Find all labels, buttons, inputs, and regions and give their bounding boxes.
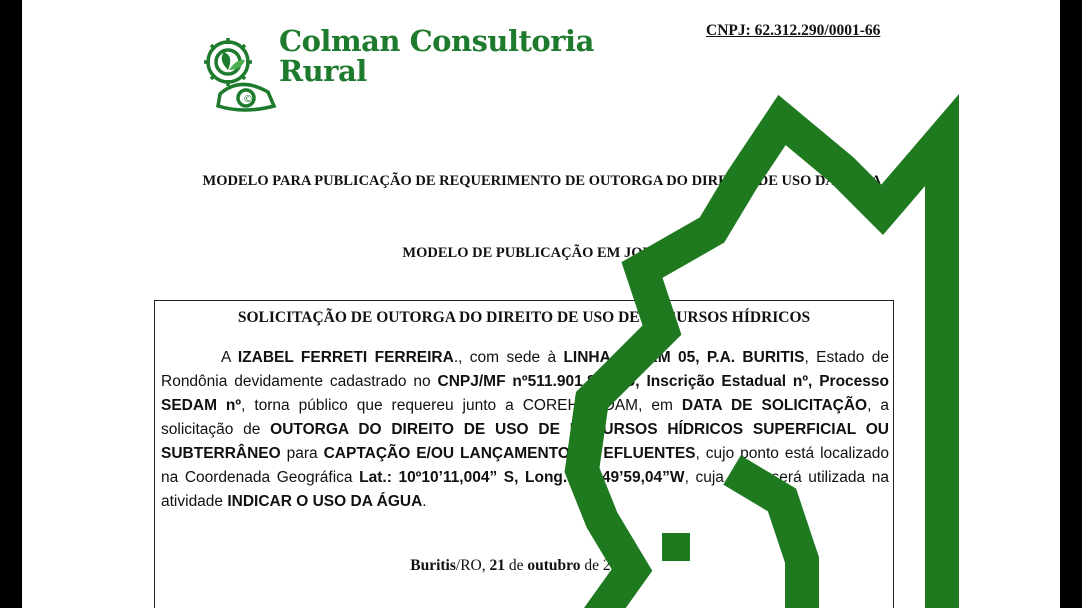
text-after-name: ., com sede à: [453, 349, 564, 366]
model-title: MODELO PARA PUBLICAÇÃO DE REQUERIMENTO DE OUTORGA DO DIREITO DE USO DA ÁGUA: [202, 173, 882, 189]
text-after-purpose: , cujo ponto está localizado na Coordenada Geográfica: [161, 445, 889, 486]
request-date-label: DATA DE SOLICITAÇÃO: [681, 397, 868, 414]
text-after-date: , a solicitação de: [161, 397, 889, 438]
company-cnpj: CNPJ: 62.312.290/0001-66: [706, 22, 881, 39]
de: de: [504, 557, 528, 574]
state: /RO,: [455, 557, 490, 574]
text-after-cnpj: , torna público que requereu junto a COREH/SEDAM, em: [241, 397, 682, 414]
city: Buritis: [410, 557, 456, 574]
text-para: para: [280, 445, 324, 462]
request-type: OUTORGA DO DIREITO DE USO DE RECURSOS HÍDRICOS SUPERFICIAL OU SUBTERRÂNEO: [161, 421, 889, 462]
gear-leaf-logo-icon: [194, 30, 286, 122]
text-end: .: [422, 493, 427, 510]
coordinates: Lat.: 10º10’11,004” S, Long.: 63º49’59,04”W: [359, 469, 685, 486]
text-after-coords: , cuja água será utilizada na atividade: [161, 469, 889, 510]
brand-line-1: Colman Consultoria: [279, 24, 594, 58]
water-use: INDICAR O USO DA ÁGUA: [227, 493, 423, 510]
publication-box: [154, 300, 894, 608]
document-page: [22, 0, 1060, 608]
brand-line-2: Rural: [279, 54, 367, 88]
cnpj-registration: CNPJ/MF nº511.901.842-49, Inscrição Estadual nº, Processo SEDAM nº: [161, 373, 889, 414]
text-after-address: , Estado de Rondônia devidamente cadastrado no: [161, 349, 889, 390]
publication-body: [161, 346, 889, 514]
request-purpose: CAPTAÇÃO E/OU LANÇAMENTO DE EFLUENTES: [323, 445, 696, 462]
day: 21: [489, 557, 505, 574]
brand-name: [279, 26, 594, 86]
publication-title: SOLICITAÇÃO DE OUTORGA DO DIREITO DE USO DE RECURSOS HÍDRICOS: [237, 309, 811, 326]
text-a: A: [221, 349, 238, 366]
journal-title: MODELO DE PUBLICAÇÃO EM JORNAL: [402, 245, 684, 261]
month: outubro: [527, 557, 581, 574]
year: de 2025.: [580, 557, 638, 574]
requester-address: LINHA 01, KM 05, P.A. BURITIS: [563, 349, 805, 366]
place-date: [155, 557, 893, 575]
requester-name: IZABEL FERRETI FERREIRA: [237, 349, 454, 366]
svg-text:©: ©: [243, 94, 253, 105]
